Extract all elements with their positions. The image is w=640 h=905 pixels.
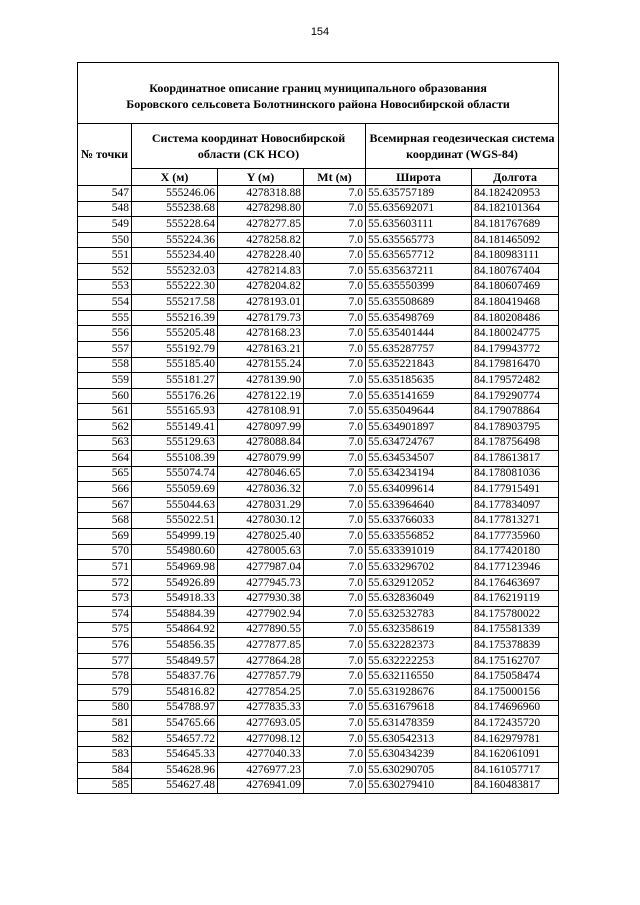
latitude-cell: 55.634724767: [366, 435, 472, 451]
point-number-cell: 548: [78, 201, 132, 217]
x-cell: 554837.76: [132, 669, 218, 685]
longitude-cell: 84.176463697: [472, 575, 559, 591]
point-number-cell: 579: [78, 685, 132, 701]
header-point-number: № точки: [78, 124, 132, 186]
y-cell: 4277864.28: [218, 653, 304, 669]
y-cell: 4278214.83: [218, 263, 304, 279]
point-number-cell: 568: [78, 513, 132, 529]
table-row: [78, 685, 559, 701]
mt-cell: 7.0: [304, 201, 366, 217]
latitude-cell: 55.634099614: [366, 482, 472, 498]
table-row: [78, 419, 559, 435]
table-row: [78, 186, 559, 202]
mt-cell: 7.0: [304, 700, 366, 716]
latitude-cell: 55.635637211: [366, 263, 472, 279]
document-title: [78, 63, 559, 124]
title-line-1: Координатное описание границ муниципального образования: [149, 81, 487, 95]
latitude-cell: 55.633391019: [366, 544, 472, 560]
longitude-cell: 84.178081036: [472, 466, 559, 482]
mt-cell: 7.0: [304, 607, 366, 623]
table-row: [78, 435, 559, 451]
latitude-cell: 55.635401444: [366, 326, 472, 342]
point-number-cell: 570: [78, 544, 132, 560]
point-number-cell: 551: [78, 248, 132, 264]
x-cell: 554856.35: [132, 638, 218, 654]
y-cell: 4278031.29: [218, 497, 304, 513]
latitude-cell: 55.635657712: [366, 248, 472, 264]
longitude-cell: 84.178613817: [472, 451, 559, 467]
table-row: [78, 560, 559, 576]
mt-cell: 7.0: [304, 747, 366, 763]
table-row: [78, 201, 559, 217]
longitude-cell: 84.180607469: [472, 279, 559, 295]
table-row: [78, 295, 559, 311]
latitude-cell: 55.635692071: [366, 201, 472, 217]
longitude-cell: 84.182420953: [472, 186, 559, 202]
longitude-cell: 84.175378839: [472, 638, 559, 654]
point-number-cell: 554: [78, 295, 132, 311]
x-cell: 555074.74: [132, 466, 218, 482]
longitude-cell: 84.160483817: [472, 778, 559, 794]
y-cell: 4278088.84: [218, 435, 304, 451]
x-cell: 555232.03: [132, 263, 218, 279]
mt-cell: 7.0: [304, 248, 366, 264]
table-row: [78, 388, 559, 404]
y-cell: 4277930.38: [218, 591, 304, 607]
mt-cell: 7.0: [304, 295, 366, 311]
point-number-cell: 581: [78, 716, 132, 732]
mt-cell: 7.0: [304, 466, 366, 482]
x-cell: 555222.30: [132, 279, 218, 295]
x-cell: 554980.60: [132, 544, 218, 560]
mt-cell: 7.0: [304, 513, 366, 529]
longitude-cell: 84.175058474: [472, 669, 559, 685]
latitude-cell: 55.635049644: [366, 404, 472, 420]
latitude-cell: 55.630279410: [366, 778, 472, 794]
x-cell: 555217.58: [132, 295, 218, 311]
header-system-local: Система координат Новосибирской области (СК НСО): [132, 124, 366, 169]
latitude-cell: 55.635185635: [366, 373, 472, 389]
y-cell: 4278030.12: [218, 513, 304, 529]
x-cell: 555185.40: [132, 357, 218, 373]
longitude-cell: 84.162979781: [472, 731, 559, 747]
latitude-cell: 55.635498769: [366, 310, 472, 326]
latitude-cell: 55.632116550: [366, 669, 472, 685]
header-system-wgs84: Всемирная геодезическая система координат (WGS-84): [366, 124, 559, 169]
longitude-cell: 84.175000156: [472, 685, 559, 701]
point-number-cell: 580: [78, 700, 132, 716]
latitude-cell: 55.634901897: [366, 419, 472, 435]
mt-cell: 7.0: [304, 419, 366, 435]
point-number-cell: 560: [78, 388, 132, 404]
latitude-cell: 55.630542313: [366, 731, 472, 747]
y-cell: 4278277.85: [218, 217, 304, 233]
x-cell: 554918.33: [132, 591, 218, 607]
table-row: [78, 248, 559, 264]
mt-cell: 7.0: [304, 451, 366, 467]
table-row: [78, 404, 559, 420]
x-cell: 554999.19: [132, 529, 218, 545]
latitude-cell: 55.634234194: [366, 466, 472, 482]
longitude-cell: 84.180983111: [472, 248, 559, 264]
y-cell: 4277040.33: [218, 747, 304, 763]
mt-cell: 7.0: [304, 762, 366, 778]
table-row: [78, 544, 559, 560]
point-number-cell: 553: [78, 279, 132, 295]
latitude-cell: 55.632222253: [366, 653, 472, 669]
table-row: [78, 232, 559, 248]
mt-cell: 7.0: [304, 435, 366, 451]
y-cell: 4278163.21: [218, 341, 304, 357]
table-row: [78, 653, 559, 669]
point-number-cell: 577: [78, 653, 132, 669]
point-number-cell: 550: [78, 232, 132, 248]
table-row: [78, 638, 559, 654]
point-number-cell: 547: [78, 186, 132, 202]
header-mt: Mt (м): [304, 169, 366, 186]
y-cell: 4278258.82: [218, 232, 304, 248]
x-cell: 555165.93: [132, 404, 218, 420]
longitude-cell: 84.174696960: [472, 700, 559, 716]
table-row: [78, 326, 559, 342]
point-number-cell: 566: [78, 482, 132, 498]
mt-cell: 7.0: [304, 232, 366, 248]
x-cell: 554657.72: [132, 731, 218, 747]
x-cell: 554884.39: [132, 607, 218, 623]
y-cell: 4278079.99: [218, 451, 304, 467]
longitude-cell: 84.175780022: [472, 607, 559, 623]
longitude-cell: 84.180767404: [472, 263, 559, 279]
latitude-cell: 55.632358619: [366, 622, 472, 638]
longitude-cell: 84.181767689: [472, 217, 559, 233]
x-cell: 554816.82: [132, 685, 218, 701]
x-cell: 555246.06: [132, 186, 218, 202]
page-number: 154: [310, 26, 330, 38]
table-row: [78, 357, 559, 373]
header-latitude: Широта: [366, 169, 472, 186]
longitude-cell: 84.179078864: [472, 404, 559, 420]
mt-cell: 7.0: [304, 778, 366, 794]
x-cell: 554926.89: [132, 575, 218, 591]
table-row: [78, 482, 559, 498]
y-cell: 4277945.73: [218, 575, 304, 591]
x-cell: 555059.69: [132, 482, 218, 498]
x-cell: 554628.96: [132, 762, 218, 778]
point-number-cell: 575: [78, 622, 132, 638]
latitude-cell: 55.633964640: [366, 497, 472, 513]
point-number-cell: 557: [78, 341, 132, 357]
longitude-cell: 84.161057717: [472, 762, 559, 778]
latitude-cell: 55.634534507: [366, 451, 472, 467]
x-cell: 555129.63: [132, 435, 218, 451]
point-number-cell: 561: [78, 404, 132, 420]
point-number-cell: 564: [78, 451, 132, 467]
header-row-systems: [78, 124, 559, 169]
y-cell: 4278122.19: [218, 388, 304, 404]
longitude-cell: 84.179943772: [472, 341, 559, 357]
x-cell: 554645.33: [132, 747, 218, 763]
table-row: [78, 217, 559, 233]
longitude-cell: 84.172435720: [472, 716, 559, 732]
title-row: [78, 63, 559, 124]
y-cell: 4277987.04: [218, 560, 304, 576]
longitude-cell: 84.177420180: [472, 544, 559, 560]
mt-cell: 7.0: [304, 217, 366, 233]
x-cell: 555228.64: [132, 217, 218, 233]
table-row: [78, 607, 559, 623]
x-cell: 555224.36: [132, 232, 218, 248]
longitude-cell: 84.180208486: [472, 310, 559, 326]
x-cell: 555181.27: [132, 373, 218, 389]
mt-cell: 7.0: [304, 638, 366, 654]
mt-cell: 7.0: [304, 186, 366, 202]
x-cell: 555149.41: [132, 419, 218, 435]
point-number-cell: 559: [78, 373, 132, 389]
mt-cell: 7.0: [304, 544, 366, 560]
longitude-cell: 84.177735960: [472, 529, 559, 545]
latitude-cell: 55.633296702: [366, 560, 472, 576]
longitude-cell: 84.177813271: [472, 513, 559, 529]
x-cell: 554765.66: [132, 716, 218, 732]
point-number-cell: 578: [78, 669, 132, 685]
header-row-columns: [78, 169, 559, 186]
latitude-cell: 55.635565773: [366, 232, 472, 248]
table-row: [78, 263, 559, 279]
mt-cell: 7.0: [304, 388, 366, 404]
latitude-cell: 55.635287757: [366, 341, 472, 357]
latitude-cell: 55.630290705: [366, 762, 472, 778]
longitude-cell: 84.177123946: [472, 560, 559, 576]
point-number-cell: 556: [78, 326, 132, 342]
table-body: [78, 186, 559, 794]
point-number-cell: 571: [78, 560, 132, 576]
longitude-cell: 84.179290774: [472, 388, 559, 404]
point-number-cell: 583: [78, 747, 132, 763]
longitude-cell: 84.178756498: [472, 435, 559, 451]
y-cell: 4278179.73: [218, 310, 304, 326]
latitude-cell: 55.632532783: [366, 607, 472, 623]
latitude-cell: 55.631928676: [366, 685, 472, 701]
longitude-cell: 84.180419468: [472, 295, 559, 311]
table-row: [78, 451, 559, 467]
point-number-cell: 552: [78, 263, 132, 279]
x-cell: 555022.51: [132, 513, 218, 529]
y-cell: 4277857.79: [218, 669, 304, 685]
y-cell: 4278097.99: [218, 419, 304, 435]
point-number-cell: 565: [78, 466, 132, 482]
table-row: [78, 778, 559, 794]
longitude-cell: 84.182101364: [472, 201, 559, 217]
table-row: [78, 373, 559, 389]
mt-cell: 7.0: [304, 669, 366, 685]
mt-cell: 7.0: [304, 716, 366, 732]
x-cell: 555192.79: [132, 341, 218, 357]
y-cell: 4277877.85: [218, 638, 304, 654]
table-row: [78, 747, 559, 763]
table-row: [78, 497, 559, 513]
mt-cell: 7.0: [304, 373, 366, 389]
mt-cell: 7.0: [304, 685, 366, 701]
table-row: [78, 762, 559, 778]
x-cell: 555238.68: [132, 201, 218, 217]
point-number-cell: 572: [78, 575, 132, 591]
mt-cell: 7.0: [304, 326, 366, 342]
x-cell: 554788.97: [132, 700, 218, 716]
latitude-cell: 55.635603111: [366, 217, 472, 233]
y-cell: 4278298.80: [218, 201, 304, 217]
mt-cell: 7.0: [304, 529, 366, 545]
latitude-cell: 55.635221843: [366, 357, 472, 373]
y-cell: 4276977.23: [218, 762, 304, 778]
y-cell: 4277854.25: [218, 685, 304, 701]
y-cell: 4277835.33: [218, 700, 304, 716]
longitude-cell: 84.178903795: [472, 419, 559, 435]
table-row: [78, 591, 559, 607]
table-row: [78, 731, 559, 747]
mt-cell: 7.0: [304, 482, 366, 498]
table-row: [78, 529, 559, 545]
latitude-cell: 55.631679618: [366, 700, 472, 716]
mt-cell: 7.0: [304, 357, 366, 373]
longitude-cell: 84.175162707: [472, 653, 559, 669]
latitude-cell: 55.635508689: [366, 295, 472, 311]
latitude-cell: 55.635550399: [366, 279, 472, 295]
x-cell: 555176.26: [132, 388, 218, 404]
point-number-cell: 573: [78, 591, 132, 607]
point-number-cell: 574: [78, 607, 132, 623]
y-cell: 4278228.40: [218, 248, 304, 264]
y-cell: 4278139.90: [218, 373, 304, 389]
mt-cell: 7.0: [304, 404, 366, 420]
x-cell: 555234.40: [132, 248, 218, 264]
point-number-cell: 555: [78, 310, 132, 326]
longitude-cell: 84.179816470: [472, 357, 559, 373]
x-cell: 555044.63: [132, 497, 218, 513]
header-y: Y (м): [218, 169, 304, 186]
longitude-cell: 84.177834097: [472, 497, 559, 513]
point-number-cell: 576: [78, 638, 132, 654]
point-number-cell: 558: [78, 357, 132, 373]
longitude-cell: 84.162061091: [472, 747, 559, 763]
x-cell: 554627.48: [132, 778, 218, 794]
longitude-cell: 84.177915491: [472, 482, 559, 498]
longitude-cell: 84.180024775: [472, 326, 559, 342]
point-number-cell: 569: [78, 529, 132, 545]
y-cell: 4278193.01: [218, 295, 304, 311]
table-row: [78, 310, 559, 326]
y-cell: 4278025.40: [218, 529, 304, 545]
latitude-cell: 55.632912052: [366, 575, 472, 591]
latitude-cell: 55.630434239: [366, 747, 472, 763]
table-row: [78, 716, 559, 732]
mt-cell: 7.0: [304, 279, 366, 295]
x-cell: 554849.57: [132, 653, 218, 669]
table-row: [78, 466, 559, 482]
mt-cell: 7.0: [304, 497, 366, 513]
table-row: [78, 513, 559, 529]
mt-cell: 7.0: [304, 575, 366, 591]
point-number-cell: 567: [78, 497, 132, 513]
y-cell: 4277902.94: [218, 607, 304, 623]
y-cell: 4278036.32: [218, 482, 304, 498]
y-cell: 4278046.65: [218, 466, 304, 482]
point-number-cell: 585: [78, 778, 132, 794]
mt-cell: 7.0: [304, 263, 366, 279]
coordinates-table: [77, 62, 559, 794]
latitude-cell: 55.635141659: [366, 388, 472, 404]
y-cell: 4278318.88: [218, 186, 304, 202]
table-row: [78, 700, 559, 716]
point-number-cell: 563: [78, 435, 132, 451]
y-cell: 4277098.12: [218, 731, 304, 747]
latitude-cell: 55.632282373: [366, 638, 472, 654]
latitude-cell: 55.635757189: [366, 186, 472, 202]
latitude-cell: 55.633556852: [366, 529, 472, 545]
mt-cell: 7.0: [304, 653, 366, 669]
longitude-cell: 84.181465092: [472, 232, 559, 248]
longitude-cell: 84.175581339: [472, 622, 559, 638]
x-cell: 554969.98: [132, 560, 218, 576]
table-row: [78, 575, 559, 591]
x-cell: 555108.39: [132, 451, 218, 467]
point-number-cell: 562: [78, 419, 132, 435]
mt-cell: 7.0: [304, 622, 366, 638]
table-row: [78, 669, 559, 685]
header-x: X (м): [132, 169, 218, 186]
header-longitude: Долгота: [472, 169, 559, 186]
y-cell: 4278204.82: [218, 279, 304, 295]
latitude-cell: 55.631478359: [366, 716, 472, 732]
y-cell: 4278108.91: [218, 404, 304, 420]
mt-cell: 7.0: [304, 591, 366, 607]
y-cell: 4277890.55: [218, 622, 304, 638]
point-number-cell: 584: [78, 762, 132, 778]
y-cell: 4276941.09: [218, 778, 304, 794]
point-number-cell: 582: [78, 731, 132, 747]
longitude-cell: 84.179572482: [472, 373, 559, 389]
latitude-cell: 55.632836049: [366, 591, 472, 607]
mt-cell: 7.0: [304, 341, 366, 357]
latitude-cell: 55.633766033: [366, 513, 472, 529]
table-row: [78, 279, 559, 295]
point-number-cell: 549: [78, 217, 132, 233]
table-row: [78, 622, 559, 638]
y-cell: 4278005.63: [218, 544, 304, 560]
mt-cell: 7.0: [304, 310, 366, 326]
table-row: [78, 341, 559, 357]
x-cell: 554864.92: [132, 622, 218, 638]
longitude-cell: 84.176219119: [472, 591, 559, 607]
mt-cell: 7.0: [304, 731, 366, 747]
y-cell: 4277693.05: [218, 716, 304, 732]
x-cell: 555205.48: [132, 326, 218, 342]
y-cell: 4278168.23: [218, 326, 304, 342]
mt-cell: 7.0: [304, 560, 366, 576]
y-cell: 4278155.24: [218, 357, 304, 373]
x-cell: 555216.39: [132, 310, 218, 326]
title-line-2: Боровского сельсовета Болотнинского района Новосибирской области: [126, 97, 510, 111]
